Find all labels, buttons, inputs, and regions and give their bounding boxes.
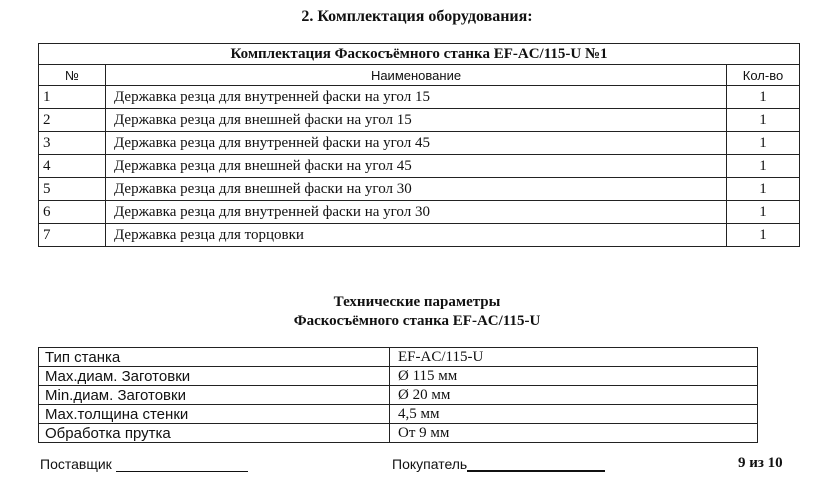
tech-params-table <box>38 347 758 443</box>
tech-title-line-1: Технические параметры <box>333 294 501 310</box>
kit-table-header-row <box>39 65 800 86</box>
param-key: Min.диам. Заготовки <box>39 386 390 405</box>
table-row <box>39 178 800 201</box>
param-key: Max.толщина стенки <box>39 405 390 424</box>
row-quantity: 1 <box>727 201 800 224</box>
param-value: Ø 115 мм <box>390 367 758 386</box>
table-row <box>39 132 800 155</box>
table-row <box>39 109 800 132</box>
param-value: 4,5 мм <box>390 405 758 424</box>
row-number: 5 <box>39 178 106 201</box>
param-key: Обработка прутка <box>39 424 390 443</box>
supplier-signature-line <box>116 458 248 472</box>
row-quantity: 1 <box>727 109 800 132</box>
param-value: Ø 20 мм <box>390 386 758 405</box>
supplier-signature <box>40 456 248 472</box>
kit-table-caption: Комплектация Фаскосъёмного станка EF-AC/115-U №1 <box>39 44 800 65</box>
table-row <box>39 367 758 386</box>
tech-params-title <box>0 293 834 331</box>
row-number: 7 <box>39 224 106 247</box>
header-quantity: Кол-во <box>727 65 800 86</box>
param-key: Max.диам. Заготовки <box>39 367 390 386</box>
row-name: Державка резца для торцовки <box>106 224 727 247</box>
param-key: Тип станка <box>39 348 390 367</box>
page-number: 9 из 10 <box>738 455 783 471</box>
row-name: Державка резца для внешней фаски на угол 45 <box>106 155 727 178</box>
table-row <box>39 201 800 224</box>
row-quantity: 1 <box>727 155 800 178</box>
table-row <box>39 86 800 109</box>
row-number: 1 <box>39 86 106 109</box>
row-name: Державка резца для внутренней фаски на угол 45 <box>106 132 727 155</box>
param-value: От 9 мм <box>390 424 758 443</box>
row-quantity: 1 <box>727 178 800 201</box>
table-row <box>39 224 800 247</box>
param-value: EF-AC/115-U <box>390 348 758 367</box>
row-quantity: 1 <box>727 224 800 247</box>
header-name: Наименование <box>106 65 727 86</box>
buyer-signature-line <box>467 457 605 472</box>
buyer-label: Покупатель <box>392 456 468 472</box>
row-name: Державка резца для внутренней фаски на угол 15 <box>106 86 727 109</box>
row-name: Державка резца для внешней фаски на угол 15 <box>106 109 727 132</box>
section-title: 2. Комплектация оборудования: <box>301 8 533 25</box>
row-quantity: 1 <box>727 86 800 109</box>
buyer-signature <box>392 456 605 472</box>
table-row <box>39 386 758 405</box>
tech-title-line-2: Фаскосъёмного станка EF-AC/115-U <box>293 313 541 329</box>
table-row <box>39 348 758 367</box>
equipment-kit-table <box>38 43 800 247</box>
header-number: № <box>39 65 106 86</box>
row-number: 4 <box>39 155 106 178</box>
table-row <box>39 155 800 178</box>
row-number: 6 <box>39 201 106 224</box>
table-row <box>39 424 758 443</box>
row-quantity: 1 <box>727 132 800 155</box>
row-number: 3 <box>39 132 106 155</box>
table-row <box>39 405 758 424</box>
row-name: Державка резца для внешней фаски на угол 30 <box>106 178 727 201</box>
row-name: Державка резца для внутренней фаски на угол 30 <box>106 201 727 224</box>
supplier-label: Поставщик <box>40 456 112 472</box>
row-number: 2 <box>39 109 106 132</box>
